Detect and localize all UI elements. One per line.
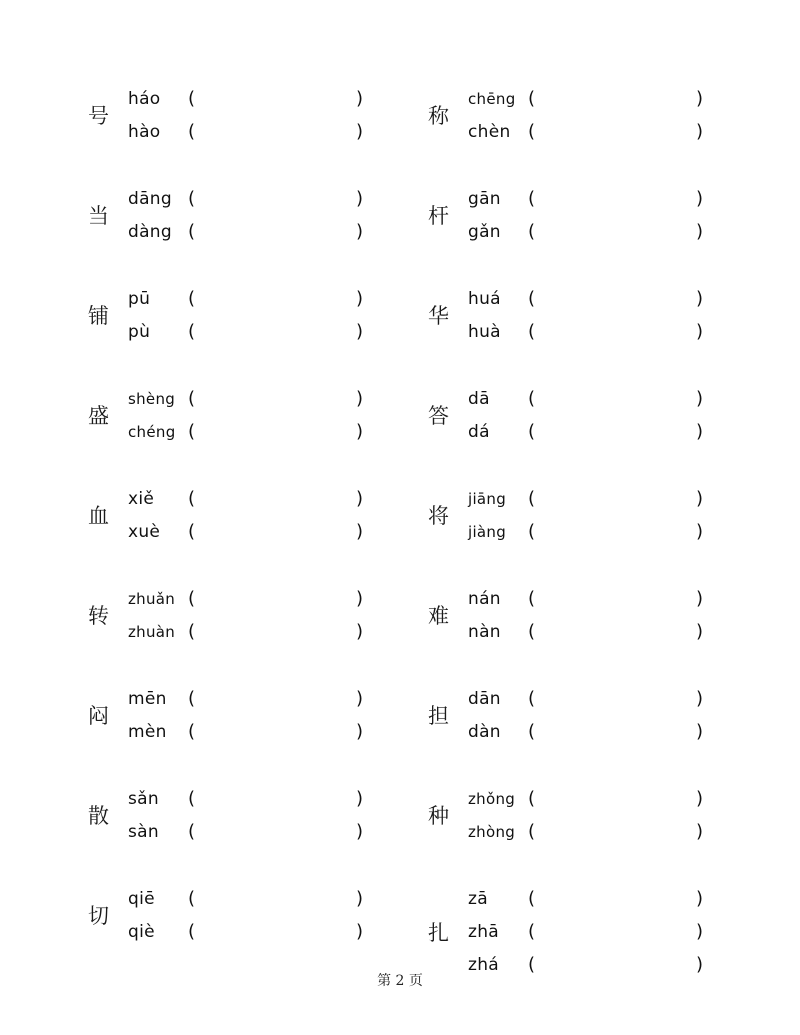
close-paren: )	[696, 121, 704, 142]
pinyin-label: zhā	[468, 921, 500, 942]
reading-row	[468, 915, 768, 948]
polyphone-entry	[428, 382, 768, 482]
open-paren: (	[188, 721, 196, 742]
word-blank[interactable]	[200, 820, 360, 844]
close-paren: )	[356, 221, 364, 242]
open-paren: (	[188, 88, 196, 109]
open-paren: (	[528, 388, 536, 409]
pinyin-label: háo	[128, 88, 161, 109]
reading-list	[128, 882, 428, 948]
polyphone-entry	[428, 582, 768, 682]
open-paren: (	[528, 588, 536, 609]
close-paren: )	[696, 221, 704, 242]
word-blank[interactable]	[540, 920, 700, 944]
close-paren: )	[696, 921, 704, 942]
reading-row	[468, 615, 768, 648]
pinyin-label: mēn	[128, 688, 167, 709]
reading-row	[128, 582, 428, 615]
word-blank[interactable]	[200, 320, 360, 344]
close-paren: )	[696, 321, 704, 342]
reading-list	[128, 282, 428, 348]
pinyin-label: nàn	[468, 621, 501, 642]
reading-row	[468, 815, 768, 848]
open-paren: (	[188, 421, 196, 442]
open-paren: (	[528, 788, 536, 809]
reading-row	[128, 682, 428, 715]
pinyin-label: qiē	[128, 888, 155, 909]
word-blank[interactable]	[200, 920, 360, 944]
open-paren: (	[528, 121, 536, 142]
pinyin-label: sǎn	[128, 788, 159, 809]
hanzi-character: 当	[88, 204, 109, 228]
polyphone-entry	[428, 782, 768, 882]
word-blank[interactable]	[540, 287, 700, 311]
open-paren: (	[188, 488, 196, 509]
footer-prefix: 第	[377, 973, 392, 989]
pinyin-label: zhá	[468, 954, 500, 975]
word-blank[interactable]	[540, 620, 700, 644]
reading-row	[468, 715, 768, 748]
open-paren: (	[188, 321, 196, 342]
hanzi-character: 扎	[428, 921, 449, 945]
reading-row	[128, 215, 428, 248]
word-blank[interactable]	[200, 620, 360, 644]
close-paren: )	[696, 954, 704, 975]
reading-row	[468, 582, 768, 615]
pinyin-label: zhuǎn	[128, 589, 176, 608]
reading-row	[128, 482, 428, 515]
close-paren: )	[696, 188, 704, 209]
close-paren: )	[356, 921, 364, 942]
word-blank[interactable]	[200, 487, 360, 511]
close-paren: )	[356, 821, 364, 842]
pinyin-label: huà	[468, 321, 501, 342]
pinyin-label: dàng	[128, 221, 172, 242]
reading-row	[128, 382, 428, 415]
polyphone-entry	[88, 382, 428, 482]
close-paren: )	[356, 788, 364, 809]
open-paren: (	[188, 221, 196, 242]
open-paren: (	[528, 621, 536, 642]
close-paren: )	[356, 621, 364, 642]
word-blank[interactable]	[200, 87, 360, 111]
pinyin-label: qiè	[128, 921, 155, 942]
reading-row	[128, 782, 428, 815]
reading-list	[468, 682, 768, 748]
reading-list	[468, 782, 768, 848]
open-paren: (	[188, 921, 196, 942]
word-blank[interactable]	[540, 587, 700, 611]
close-paren: )	[696, 721, 704, 742]
open-paren: (	[528, 188, 536, 209]
word-blank[interactable]	[540, 120, 700, 144]
pinyin-label: hào	[128, 121, 161, 142]
open-paren: (	[528, 821, 536, 842]
close-paren: )	[696, 488, 704, 509]
open-paren: (	[188, 188, 196, 209]
close-paren: )	[356, 521, 364, 542]
reading-row	[128, 882, 428, 915]
reading-row	[468, 382, 768, 415]
reading-list	[468, 182, 768, 248]
pinyin-label: dā	[468, 388, 490, 409]
reading-row	[128, 715, 428, 748]
open-paren: (	[188, 288, 196, 309]
close-paren: )	[356, 121, 364, 142]
polyphone-entry	[428, 282, 768, 382]
word-blank[interactable]	[540, 520, 700, 544]
polyphone-grid	[0, 82, 800, 982]
pinyin-label: chéng	[128, 422, 176, 441]
word-blank[interactable]	[540, 87, 700, 111]
reading-row	[468, 882, 768, 915]
pinyin-label: chēng	[468, 89, 516, 108]
close-paren: )	[696, 388, 704, 409]
open-paren: (	[528, 921, 536, 942]
word-blank[interactable]	[540, 420, 700, 444]
hanzi-character: 散	[88, 804, 109, 828]
reading-row	[128, 82, 428, 115]
reading-list	[468, 82, 768, 148]
pinyin-label: zhǒng	[468, 789, 516, 808]
close-paren: )	[356, 721, 364, 742]
word-blank[interactable]	[200, 420, 360, 444]
close-paren: )	[356, 88, 364, 109]
open-paren: (	[528, 521, 536, 542]
hanzi-character: 血	[88, 504, 109, 528]
reading-row	[468, 315, 768, 348]
pinyin-label: nán	[468, 588, 501, 609]
hanzi-character: 铺	[88, 304, 109, 328]
open-paren: (	[188, 821, 196, 842]
reading-row	[468, 482, 768, 515]
page-footer	[0, 970, 800, 990]
open-paren: (	[188, 121, 196, 142]
reading-list	[468, 382, 768, 448]
reading-row	[128, 415, 428, 448]
open-paren: (	[528, 288, 536, 309]
pinyin-label: gǎn	[468, 221, 501, 242]
polyphone-entry	[428, 482, 768, 582]
reading-row	[128, 182, 428, 215]
reading-row	[468, 215, 768, 248]
reading-row	[128, 615, 428, 648]
pinyin-label: dān	[468, 688, 501, 709]
word-blank[interactable]	[200, 587, 360, 611]
pinyin-label: shèng	[128, 389, 176, 408]
open-paren: (	[528, 88, 536, 109]
pinyin-label: dàn	[468, 721, 501, 742]
pinyin-label: pù	[128, 321, 151, 342]
footer-suffix: 页	[408, 973, 423, 989]
open-paren: (	[528, 721, 536, 742]
reading-list	[468, 882, 768, 981]
hanzi-character: 称	[428, 104, 449, 128]
pinyin-label: zhòng	[468, 822, 516, 841]
open-paren: (	[528, 221, 536, 242]
open-paren: (	[188, 688, 196, 709]
pinyin-label: pū	[128, 288, 151, 309]
hanzi-character: 担	[428, 704, 449, 728]
hanzi-character: 种	[428, 804, 449, 828]
reading-list	[468, 282, 768, 348]
word-blank[interactable]	[540, 787, 700, 811]
polyphone-entry	[88, 782, 428, 882]
polyphone-entry	[88, 182, 428, 282]
close-paren: )	[356, 421, 364, 442]
reading-list	[128, 782, 428, 848]
pinyin-label: huá	[468, 288, 501, 309]
pinyin-label: xuè	[128, 521, 161, 542]
word-blank[interactable]	[200, 287, 360, 311]
reading-list	[468, 582, 768, 648]
close-paren: )	[696, 688, 704, 709]
reading-row	[468, 782, 768, 815]
close-paren: )	[356, 288, 364, 309]
reading-list	[128, 382, 428, 448]
close-paren: )	[356, 688, 364, 709]
word-blank[interactable]	[200, 120, 360, 144]
reading-row	[128, 915, 428, 948]
word-blank[interactable]	[540, 187, 700, 211]
close-paren: )	[356, 488, 364, 509]
open-paren: (	[188, 788, 196, 809]
hanzi-character: 难	[428, 604, 449, 628]
close-paren: )	[696, 288, 704, 309]
hanzi-character: 华	[428, 304, 449, 328]
word-blank[interactable]	[540, 387, 700, 411]
reading-list	[128, 82, 428, 148]
reading-row	[128, 315, 428, 348]
polyphone-entry	[88, 882, 428, 982]
reading-list	[128, 582, 428, 648]
polyphone-entry	[428, 682, 768, 782]
open-paren: (	[188, 521, 196, 542]
close-paren: )	[696, 621, 704, 642]
close-paren: )	[696, 521, 704, 542]
open-paren: (	[528, 688, 536, 709]
word-blank[interactable]	[200, 220, 360, 244]
reading-row	[468, 282, 768, 315]
close-paren: )	[356, 888, 364, 909]
hanzi-character: 闷	[88, 704, 109, 728]
open-paren: (	[188, 621, 196, 642]
hanzi-character: 号	[88, 104, 109, 128]
word-blank[interactable]	[200, 720, 360, 744]
polyphone-entry	[428, 82, 768, 182]
polyphone-entry	[88, 582, 428, 682]
word-blank[interactable]	[200, 787, 360, 811]
hanzi-character: 答	[428, 404, 449, 428]
word-blank[interactable]	[200, 520, 360, 544]
pinyin-label: dá	[468, 421, 490, 442]
pinyin-label: sàn	[128, 821, 159, 842]
hanzi-character: 切	[88, 904, 109, 928]
reading-list	[128, 482, 428, 548]
reading-row	[128, 115, 428, 148]
close-paren: )	[356, 321, 364, 342]
reading-row	[128, 282, 428, 315]
hanzi-character: 将	[428, 504, 449, 528]
reading-row	[468, 415, 768, 448]
open-paren: (	[528, 321, 536, 342]
hanzi-character: 转	[88, 604, 109, 628]
reading-row	[468, 682, 768, 715]
word-blank[interactable]	[540, 320, 700, 344]
polyphone-entry	[88, 482, 428, 582]
word-blank[interactable]	[540, 220, 700, 244]
reading-list	[128, 682, 428, 748]
word-blank[interactable]	[540, 820, 700, 844]
close-paren: )	[696, 821, 704, 842]
polyphone-entry	[88, 282, 428, 382]
word-blank[interactable]	[200, 687, 360, 711]
pinyin-label: xiě	[128, 488, 155, 509]
reading-row	[468, 82, 768, 115]
hanzi-character: 杆	[428, 204, 449, 228]
close-paren: )	[696, 588, 704, 609]
open-paren: (	[188, 588, 196, 609]
pinyin-label: zā	[468, 888, 488, 909]
pinyin-label: zhuàn	[128, 622, 176, 641]
close-paren: )	[696, 888, 704, 909]
open-paren: (	[188, 888, 196, 909]
word-blank[interactable]	[540, 687, 700, 711]
reading-row	[468, 115, 768, 148]
reading-list	[468, 482, 768, 548]
polyphone-entry	[88, 82, 428, 182]
reading-row	[468, 182, 768, 215]
pinyin-label: mèn	[128, 721, 167, 742]
polyphone-entry	[428, 882, 768, 982]
open-paren: (	[528, 421, 536, 442]
word-blank[interactable]	[540, 487, 700, 511]
open-paren: (	[528, 954, 536, 975]
polyphone-entry	[428, 182, 768, 282]
pinyin-label: jiàng	[468, 522, 507, 541]
polyphone-entry	[88, 682, 428, 782]
word-blank[interactable]	[540, 887, 700, 911]
page-number: 2	[395, 973, 405, 989]
word-blank[interactable]	[200, 187, 360, 211]
close-paren: )	[696, 788, 704, 809]
pinyin-label: jiāng	[468, 489, 507, 508]
reading-row	[128, 515, 428, 548]
close-paren: )	[696, 88, 704, 109]
reading-row	[468, 515, 768, 548]
pinyin-label: dāng	[128, 188, 172, 209]
open-paren: (	[528, 488, 536, 509]
word-blank[interactable]	[200, 387, 360, 411]
open-paren: (	[188, 388, 196, 409]
hanzi-character: 盛	[88, 404, 109, 428]
pinyin-label: chèn	[468, 121, 511, 142]
close-paren: )	[696, 421, 704, 442]
close-paren: )	[356, 388, 364, 409]
open-paren: (	[528, 888, 536, 909]
close-paren: )	[356, 188, 364, 209]
close-paren: )	[356, 588, 364, 609]
word-blank[interactable]	[540, 720, 700, 744]
reading-list	[128, 182, 428, 248]
pinyin-label: gān	[468, 188, 501, 209]
word-blank[interactable]	[200, 887, 360, 911]
reading-row	[128, 815, 428, 848]
